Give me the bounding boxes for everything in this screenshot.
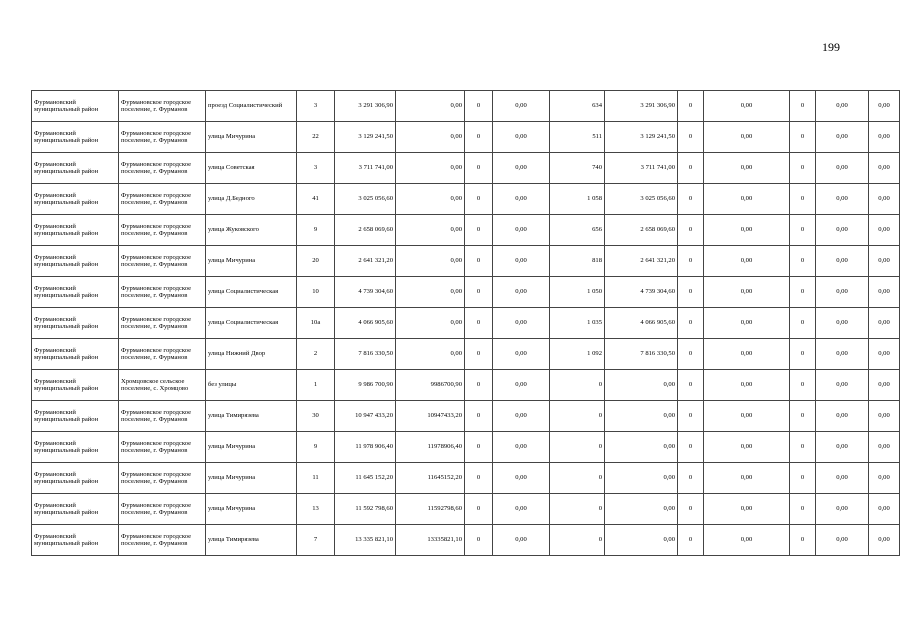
- value-cell: 11978906,40: [396, 432, 465, 463]
- value-cell: 0: [678, 153, 704, 184]
- value-cell: 0,00: [493, 525, 550, 556]
- value-cell: 0,00: [704, 401, 790, 432]
- value-cell: 0,00: [704, 184, 790, 215]
- district-cell: Фурмановский муниципальный район: [32, 308, 119, 339]
- value-cell: 0,00: [704, 277, 790, 308]
- value-cell: 0,00: [493, 432, 550, 463]
- table-row: [32, 370, 900, 401]
- total-cost-cell: 10 947 433,20: [335, 401, 396, 432]
- settlement-cell: Хромцовское сельское поселение, с. Хромцово: [119, 370, 206, 401]
- value-cell: 0,00: [869, 401, 900, 432]
- value-cell: 0: [465, 122, 493, 153]
- table-row: [32, 339, 900, 370]
- value-cell: 0: [550, 370, 605, 401]
- value-cell: 0: [790, 494, 816, 525]
- street-cell: улица Мичурина: [206, 122, 297, 153]
- value-cell: 0,00: [396, 153, 465, 184]
- value-cell: 0: [790, 122, 816, 153]
- street-cell: улица Тимирязева: [206, 525, 297, 556]
- value-cell: 0,00: [704, 494, 790, 525]
- value-cell: 3 711 741,00: [605, 153, 678, 184]
- total-cost-cell: 2 658 069,60: [335, 215, 396, 246]
- value-cell: 0,00: [816, 122, 869, 153]
- table-body: [32, 91, 900, 556]
- settlement-cell: Фурмановское городское поселение, г. Фурманов: [119, 246, 206, 277]
- table-row: [32, 432, 900, 463]
- district-cell: Фурмановский муниципальный район: [32, 91, 119, 122]
- value-cell: 0: [465, 525, 493, 556]
- value-cell: 0: [790, 463, 816, 494]
- street-cell: проезд Социалистический: [206, 91, 297, 122]
- value-cell: 0,00: [396, 308, 465, 339]
- table-row: [32, 215, 900, 246]
- district-cell: Фурмановский муниципальный район: [32, 215, 119, 246]
- value-cell: 0,00: [704, 339, 790, 370]
- house-number-cell: 10: [297, 277, 335, 308]
- value-cell: 0,00: [869, 91, 900, 122]
- street-cell: улица Тимирязева: [206, 401, 297, 432]
- total-cost-cell: 11 592 798,60: [335, 494, 396, 525]
- table-row: [32, 246, 900, 277]
- value-cell: 0: [465, 463, 493, 494]
- settlement-cell: Фурмановское городское поселение, г. Фурманов: [119, 308, 206, 339]
- value-cell: 0,00: [869, 494, 900, 525]
- table-row: [32, 153, 900, 184]
- table-row: [32, 91, 900, 122]
- value-cell: 9986700,90: [396, 370, 465, 401]
- value-cell: 0,00: [396, 246, 465, 277]
- value-cell: 0: [465, 339, 493, 370]
- value-cell: 11592798,60: [396, 494, 465, 525]
- settlement-cell: Фурмановское городское поселение, г. Фурманов: [119, 277, 206, 308]
- value-cell: 0,00: [816, 463, 869, 494]
- value-cell: 0,00: [816, 401, 869, 432]
- district-cell: Фурмановский муниципальный район: [32, 339, 119, 370]
- value-cell: 0: [678, 370, 704, 401]
- value-cell: 511: [550, 122, 605, 153]
- page-number: 199: [822, 40, 840, 54]
- value-cell: 0,00: [396, 184, 465, 215]
- value-cell: 13335821,10: [396, 525, 465, 556]
- street-cell: без улицы: [206, 370, 297, 401]
- value-cell: 0,00: [605, 494, 678, 525]
- house-number-cell: 2: [297, 339, 335, 370]
- value-cell: 0,00: [816, 215, 869, 246]
- table-row: [32, 184, 900, 215]
- value-cell: 2 641 321,20: [605, 246, 678, 277]
- value-cell: 0: [678, 122, 704, 153]
- value-cell: 0,00: [869, 525, 900, 556]
- value-cell: 0: [790, 277, 816, 308]
- value-cell: 0: [678, 277, 704, 308]
- value-cell: 0: [465, 432, 493, 463]
- value-cell: 0,00: [704, 432, 790, 463]
- house-number-cell: 22: [297, 122, 335, 153]
- street-cell: улица Советская: [206, 153, 297, 184]
- value-cell: 0: [465, 91, 493, 122]
- value-cell: 0,00: [869, 277, 900, 308]
- total-cost-cell: 4 066 905,60: [335, 308, 396, 339]
- value-cell: 634: [550, 91, 605, 122]
- value-cell: 0: [790, 153, 816, 184]
- table-row: [32, 401, 900, 432]
- value-cell: 0,00: [869, 246, 900, 277]
- value-cell: 0,00: [816, 91, 869, 122]
- value-cell: 0,00: [493, 215, 550, 246]
- settlement-cell: Фурмановское городское поселение, г. Фурманов: [119, 91, 206, 122]
- value-cell: 0: [465, 153, 493, 184]
- value-cell: 1 092: [550, 339, 605, 370]
- value-cell: 0,00: [704, 525, 790, 556]
- value-cell: 0: [550, 463, 605, 494]
- house-number-cell: 13: [297, 494, 335, 525]
- street-cell: улица Нижний Двор: [206, 339, 297, 370]
- value-cell: 0: [790, 432, 816, 463]
- table-row: [32, 308, 900, 339]
- total-cost-cell: 2 641 321,20: [335, 246, 396, 277]
- district-cell: Фурмановский муниципальный район: [32, 122, 119, 153]
- value-cell: 656: [550, 215, 605, 246]
- street-cell: улица Д.Бедного: [206, 184, 297, 215]
- value-cell: 3 291 306,90: [605, 91, 678, 122]
- value-cell: 0,00: [605, 463, 678, 494]
- value-cell: 0: [465, 370, 493, 401]
- value-cell: 740: [550, 153, 605, 184]
- district-cell: Фурмановский муниципальный район: [32, 246, 119, 277]
- value-cell: 0,00: [869, 308, 900, 339]
- value-cell: 0,00: [704, 463, 790, 494]
- value-cell: 818: [550, 246, 605, 277]
- value-cell: 0: [678, 401, 704, 432]
- settlement-cell: Фурмановское городское поселение, г. Фурманов: [119, 215, 206, 246]
- total-cost-cell: 3 711 741,00: [335, 153, 396, 184]
- value-cell: 0: [465, 277, 493, 308]
- value-cell: 0: [678, 91, 704, 122]
- value-cell: 0,00: [704, 246, 790, 277]
- value-cell: 7 816 330,50: [605, 339, 678, 370]
- district-cell: Фурмановский муниципальный район: [32, 277, 119, 308]
- value-cell: 0: [790, 308, 816, 339]
- value-cell: 0,00: [493, 463, 550, 494]
- value-cell: 0: [465, 308, 493, 339]
- total-cost-cell: 7 816 330,50: [335, 339, 396, 370]
- value-cell: 0: [465, 184, 493, 215]
- value-cell: 0,00: [704, 370, 790, 401]
- district-cell: Фурмановский муниципальный район: [32, 153, 119, 184]
- street-cell: улица Мичурина: [206, 432, 297, 463]
- value-cell: 0,00: [493, 184, 550, 215]
- value-cell: 0,00: [493, 401, 550, 432]
- value-cell: 3 129 241,50: [605, 122, 678, 153]
- house-number-cell: 30: [297, 401, 335, 432]
- value-cell: 0,00: [396, 339, 465, 370]
- house-number-cell: 20: [297, 246, 335, 277]
- value-cell: 0,00: [493, 277, 550, 308]
- value-cell: 0,00: [493, 91, 550, 122]
- value-cell: 0,00: [869, 122, 900, 153]
- value-cell: 0,00: [816, 246, 869, 277]
- value-cell: 0,00: [396, 215, 465, 246]
- value-cell: 0: [790, 91, 816, 122]
- value-cell: 0: [678, 432, 704, 463]
- value-cell: 10947433,20: [396, 401, 465, 432]
- table-row: [32, 277, 900, 308]
- value-cell: 0,00: [493, 494, 550, 525]
- value-cell: 0,00: [493, 308, 550, 339]
- value-cell: 0,00: [605, 525, 678, 556]
- house-number-cell: 10а: [297, 308, 335, 339]
- table-row: [32, 463, 900, 494]
- value-cell: 0,00: [605, 370, 678, 401]
- house-number-cell: 41: [297, 184, 335, 215]
- value-cell: 0,00: [816, 339, 869, 370]
- value-cell: 0,00: [869, 432, 900, 463]
- value-cell: 1 050: [550, 277, 605, 308]
- value-cell: 11645152,20: [396, 463, 465, 494]
- total-cost-cell: 9 986 700,90: [335, 370, 396, 401]
- value-cell: 1 035: [550, 308, 605, 339]
- value-cell: 1 058: [550, 184, 605, 215]
- house-number-cell: 9: [297, 215, 335, 246]
- value-cell: 0: [790, 184, 816, 215]
- value-cell: 0: [550, 494, 605, 525]
- value-cell: 0: [790, 246, 816, 277]
- value-cell: 0,00: [493, 370, 550, 401]
- district-cell: Фурмановский муниципальный район: [32, 184, 119, 215]
- district-cell: Фурмановский муниципальный район: [32, 401, 119, 432]
- settlement-cell: Фурмановское городское поселение, г. Фурманов: [119, 401, 206, 432]
- value-cell: 0,00: [493, 153, 550, 184]
- value-cell: 0,00: [816, 432, 869, 463]
- value-cell: 0: [465, 401, 493, 432]
- value-cell: 0: [790, 370, 816, 401]
- street-cell: улица Мичурина: [206, 246, 297, 277]
- value-cell: 4 739 304,60: [605, 277, 678, 308]
- district-cell: Фурмановский муниципальный район: [32, 432, 119, 463]
- street-cell: улица Мичурина: [206, 494, 297, 525]
- value-cell: 3 025 056,60: [605, 184, 678, 215]
- value-cell: 0,00: [605, 401, 678, 432]
- total-cost-cell: 3 025 056,60: [335, 184, 396, 215]
- value-cell: 0,00: [493, 339, 550, 370]
- value-cell: 0: [678, 215, 704, 246]
- value-cell: 0: [678, 525, 704, 556]
- settlement-cell: Фурмановское городское поселение, г. Фурманов: [119, 184, 206, 215]
- settlement-cell: Фурмановское городское поселение, г. Фурманов: [119, 494, 206, 525]
- value-cell: 0,00: [816, 184, 869, 215]
- street-cell: улица Социалистическая: [206, 277, 297, 308]
- value-cell: 0,00: [816, 525, 869, 556]
- value-cell: 0: [678, 308, 704, 339]
- value-cell: 0,00: [493, 246, 550, 277]
- total-cost-cell: 3 129 241,50: [335, 122, 396, 153]
- value-cell: 0,00: [704, 91, 790, 122]
- house-number-cell: 1: [297, 370, 335, 401]
- value-cell: 0: [550, 432, 605, 463]
- settlement-cell: Фурмановское городское поселение, г. Фурманов: [119, 525, 206, 556]
- house-number-cell: 3: [297, 91, 335, 122]
- district-cell: Фурмановский муниципальный район: [32, 370, 119, 401]
- value-cell: 0,00: [396, 91, 465, 122]
- value-cell: 0: [678, 463, 704, 494]
- value-cell: 0: [465, 215, 493, 246]
- house-number-cell: 3: [297, 153, 335, 184]
- value-cell: 0,00: [396, 277, 465, 308]
- value-cell: 0,00: [605, 432, 678, 463]
- district-cell: Фурмановский муниципальный район: [32, 494, 119, 525]
- value-cell: 0: [790, 215, 816, 246]
- district-cell: Фурмановский муниципальный район: [32, 463, 119, 494]
- value-cell: 0: [678, 339, 704, 370]
- value-cell: 0,00: [869, 184, 900, 215]
- total-cost-cell: 13 335 821,10: [335, 525, 396, 556]
- value-cell: 0,00: [869, 463, 900, 494]
- value-cell: 0: [465, 494, 493, 525]
- table-row: [32, 525, 900, 556]
- value-cell: 0: [790, 339, 816, 370]
- value-cell: 0,00: [816, 153, 869, 184]
- settlement-cell: Фурмановское городское поселение, г. Фурманов: [119, 153, 206, 184]
- value-cell: 0: [465, 246, 493, 277]
- total-cost-cell: 3 291 306,90: [335, 91, 396, 122]
- value-cell: 0,00: [816, 370, 869, 401]
- street-cell: улица Мичурина: [206, 463, 297, 494]
- value-cell: 0,00: [869, 339, 900, 370]
- table-row: [32, 122, 900, 153]
- house-number-cell: 9: [297, 432, 335, 463]
- value-cell: 0: [790, 525, 816, 556]
- value-cell: 0,00: [869, 370, 900, 401]
- table-row: [32, 494, 900, 525]
- total-cost-cell: 11 978 906,40: [335, 432, 396, 463]
- settlement-cell: Фурмановское городское поселение, г. Фурманов: [119, 463, 206, 494]
- settlement-cell: Фурмановское городское поселение, г. Фурманов: [119, 432, 206, 463]
- house-number-cell: 7: [297, 525, 335, 556]
- value-cell: 0: [678, 184, 704, 215]
- district-cell: Фурмановский муниципальный район: [32, 525, 119, 556]
- value-cell: 0: [790, 401, 816, 432]
- value-cell: 0,00: [493, 122, 550, 153]
- value-cell: 0,00: [869, 153, 900, 184]
- total-cost-cell: 4 739 304,60: [335, 277, 396, 308]
- value-cell: 0,00: [704, 153, 790, 184]
- value-cell: 0,00: [396, 122, 465, 153]
- value-cell: 0,00: [816, 494, 869, 525]
- value-cell: 0: [550, 525, 605, 556]
- value-cell: 4 066 905,60: [605, 308, 678, 339]
- value-cell: 0,00: [704, 308, 790, 339]
- settlement-cell: Фурмановское городское поселение, г. Фурманов: [119, 122, 206, 153]
- value-cell: 0: [678, 246, 704, 277]
- street-cell: улица Жуковского: [206, 215, 297, 246]
- value-cell: 0,00: [704, 215, 790, 246]
- value-cell: 0,00: [869, 215, 900, 246]
- house-number-cell: 11: [297, 463, 335, 494]
- settlement-cell: Фурмановское городское поселение, г. Фурманов: [119, 339, 206, 370]
- housing-register-table: [31, 90, 900, 556]
- value-cell: 0,00: [816, 308, 869, 339]
- total-cost-cell: 11 645 152,20: [335, 463, 396, 494]
- value-cell: 0: [550, 401, 605, 432]
- value-cell: 0,00: [704, 122, 790, 153]
- value-cell: 2 658 069,60: [605, 215, 678, 246]
- value-cell: 0,00: [816, 277, 869, 308]
- street-cell: улица Социалистическая: [206, 308, 297, 339]
- value-cell: 0: [678, 494, 704, 525]
